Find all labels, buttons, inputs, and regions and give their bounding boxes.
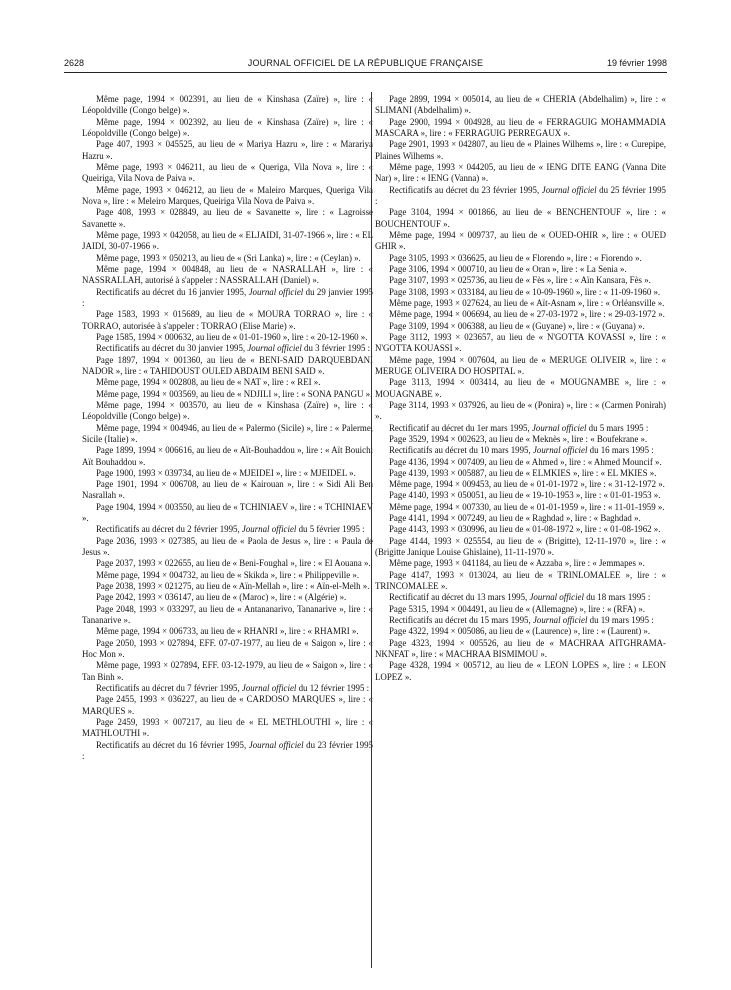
correction-entry: Page 3108, 1993 × 033184, au lieu de « 10-09-1960 », lire : « 11-09-1960 ». [389,286,661,297]
correction-entry: Même page, 1993 × 046211, au lieu de « Queriga, Vila Nova », lire : « Queiriga, Vila Nova de Paiva ». [82,161,373,184]
correction-entry: Page 4139, 1993 × 005887, au lieu de « ELMKIES », lire : « EL MKIES ». [389,467,657,478]
correction-entry: Même page, 1994 × 007604, au lieu de « MERUGE OLIVEIR », lire : « MERUGE OLIVEIRA DO HOSPITAL ». [375,354,666,376]
correction-entry: Page 3105, 1993 × 036625, au lieu de « Florendo », lire : « Fiorendo ». [389,252,642,263]
correction-entry: Page 5315, 1994 × 004491, au lieu de « (Allemagne) », lire : « (RFA) ». [389,603,646,614]
correction-entry: Même page, 1993 × 027894, EFF. 03-12-1979, au lieu de « Saigon », lire : « Tan Binh ». [82,660,373,682]
section-heading: Rectificatif au décret du 13 mars 1995, Journal officiel du 18 mars 1995 : [389,592,651,603]
correction-entry: Même page, 1994 × 004848, au lieu de « NASRALLAH », lire : « NASSRALLAH, autorisé à s'appeler : NASSRALLAH (Daniel) ». [82,263,373,286]
header-rule [64,72,667,73]
correction-entry: Page 2900, 1994 × 004928, au lieu de « FERRAGUIG MOHAMMADIA MASCARA », lire : « FERRAGUIG PERREGAUX ». [375,116,666,138]
correction-entry: Même page, 1994 × 004732, au lieu de « Skikda », lire : « Philippeville ». [96,569,360,580]
correction-entry: Page 408, 1993 × 028849, au lieu de « Savanette », lire : « Lagroisse Savanette ». [82,207,373,229]
correction-entry: Page 2037, 1993 × 022655, au lieu de « Beni-Foughal », lire : « El Aouana ». [96,558,371,569]
correction-entry: Page 3114, 1993 × 037926, au lieu de « (Ponira) », lire : « (Carmen Ponirah) ». [375,399,666,422]
correction-entry: Même page, 1993 × 041184, au lieu de « Azzaba », lire : « Jemmapes ». [389,558,645,569]
section-heading: Rectificatifs au décret du 16 janvier 1995, Journal officiel du 29 janvier 1995 : [82,286,373,308]
section-heading: Rectificatif au décret du 1er mars 1995, Journal officiel du 5 mars 1995 : [389,422,649,433]
correction-entry: Page 1904, 1994 × 003550, au lieu de « TCHINIAEV », lire : « TCHINIAEV ». [82,501,373,524]
correction-entry: Page 3104, 1994 × 001866, au lieu de « BENCHENTOUF », lire : « BOUCHENTOUF ». [375,207,666,229]
correction-entry: Page 4143, 1993 × 030996, au lieu de « 01-08-1972 », lire : « 01-08-1962 ». [389,524,661,535]
correction-entry: Page 407, 1993 × 045525, au lieu de « Mariya Hazru », lire : « Marariya Hazru ». [82,139,373,161]
column-divider [371,92,372,968]
correction-entry: Page 2459, 1993 × 007217, au lieu de « EL METHLOUTHI », lire : « MATHLOUTHI ». [82,717,373,739]
correction-entry: Page 1583, 1993 × 015689, au lieu de « MOURA TORRAO », lire : « TORRAO, autorisée à s'appeler : TORRAO (Elise Marie) ». [82,309,373,331]
correction-entry: Page 2050, 1993 × 027894, EFF. 07-07-1977, au lieu de « Saigon », lire : « Hoc Mon ». [82,637,373,660]
correction-entry: Même page, 1994 × 009737, au lieu de « OUED-OHIR », lire : « OUED GHIR ». [375,229,666,252]
left-column [82,94,373,762]
correction-entry: Même page, 1994 × 007330, au lieu de « 01-01-1959 », lire : « 11-01-1959 ». [389,501,665,512]
correction-entry: Même page, 1994 × 004946, au lieu de « Palermo (Sicile) », lire : « Palerme, Sicile (Italie) ». [82,422,373,444]
correction-entry: Page 1585, 1994 × 000632, au lieu de « 01-01-1960 », lire : « 20-12-1960 ». [96,331,368,342]
correction-entry: Page 2048, 1993 × 033297, au lieu de « Antananarivo, Tananarive », lire : « Tananarive ». [82,603,373,626]
page-header [64,56,667,70]
section-heading: Rectificatifs au décret du 10 mars 1995, Journal officiel du 16 mars 1995 : [389,445,654,456]
section-heading: Rectificatifs au décret du 7 février 1995, Journal officiel du 12 février 1995 : [96,683,370,694]
correction-entry: Même page, 1993 × 046212, au lieu de « Maleiro Marques, Queriga Vila Nova », lire : « Meleiro Marques, Queiriga Vila Nova de Paiva ». [82,184,373,206]
correction-entry: Page 4140, 1993 × 050051, au lieu de « 19-10-1953 », lire : « 01-01-1953 ». [389,490,661,501]
correction-entry: Même page, 1993 × 042058, au lieu de « ELJAIDI, 31-07-1966 », lire : « EL JAIDI, 30-07-1966 ». [82,229,373,252]
correction-entry: Même page, 1994 × 006694, au lieu de « 27-03-1972 », lire : « 29-03-1972 ». [389,309,665,320]
correction-entry: Page 1897, 1994 × 001360, au lieu de « BENI-SAID DARQUEBDANI NADOR », lire : « TAHIDOUST OULED ABDAIM BENI SAID ». [82,354,373,376]
correction-entry: Page 3109, 1994 × 006388, au lieu de « (Guyane) », lire : « (Guyana) ». [389,320,645,331]
section-heading: Rectificatifs au décret du 15 mars 1995, Journal officiel du 19 mars 1995 : [389,615,654,626]
correction-entry: Page 2901, 1993 × 042807, au lieu de « Plaines Wilhems », lire : « Curepipe, Plaines Wilhems ». [375,139,666,161]
correction-entry: Page 3529, 1994 × 002623, au lieu de « Meknès », lire : « Boufekrane ». [389,433,648,444]
correction-entry: Page 3112, 1993 × 023657, au lieu de « N'GOTTA KOVASSI », lire : « N'GOTTA KOUASSI ». [375,331,666,354]
correction-entry: Même page, 1993 × 027624, au lieu de « Aït-Asnam », lire : « Orléansville ». [389,297,665,308]
section-heading: Rectificatifs au décret du 30 janvier 1995, Journal officiel du 3 février 1995 : [96,343,371,354]
correction-entry: Page 2455, 1993 × 036227, au lieu de « CARDOSO MARQUES », lire : « MARQUES ». [82,694,373,716]
correction-entry: Page 4144, 1993 × 025554, au lieu de « (Brigitte), 12-11-1970 », lire : « (Brigitte Janique Louise Ghislaine), 11-11-1970 ». [375,535,666,558]
correction-entry: Même page, 1994 × 002391, au lieu de « Kinshasa (Zaïre) », lire : « Léopoldville (Congo belge) ». [82,94,373,116]
right-column [375,94,666,683]
correction-entry: Page 1899, 1994 × 006616, au lieu de « Aït-Bouhaddou », lire : « Aït Bouichi Aït Bouhaddou ». [82,445,373,467]
correction-entry: Même page, 1994 × 002392, au lieu de « Kinshasa (Zaïre) », lire : « Léopoldville (Congo belge) ». [82,116,373,138]
correction-entry: Page 2899, 1994 × 005014, au lieu de « CHERIA (Abdelhalim) », lire : « SLIMANI (Abdelhalim) ». [375,94,666,116]
journal-title: JOURNAL OFFICIEL DE LA RÉPUBLIQUE FRANÇAISE [247,58,484,68]
section-heading: Rectificatifs au décret du 2 février 1995, Journal officiel du 5 février 1995 : [96,524,365,535]
correction-entry: Page 4322, 1994 × 005086, au lieu de « (Laurence) », lire : « (Laurent) ». [389,626,651,637]
correction-entry: Même page, 1993 × 050213, au lieu de « (Sri Lanka) », lire : « (Ceylan) ». [96,252,361,263]
correction-entry: Page 2038, 1993 × 021275, au lieu de « Aïn-Mellah », lire : « Aïn-el-Melh ». [96,581,370,592]
correction-entry: Même page, 1994 × 009453, au lieu de « 01-01-1972 », lire : « 31-12-1972 ». [389,479,665,490]
correction-entry: Page 4136, 1994 × 007409, au lieu de « Ahmed », lire : « Ahmed Mouncif ». [389,456,662,467]
correction-entry: Page 4323, 1994 × 005526, au lieu de « MACHRAA AITGHRAMA-NKNFAT », lire : « MACHRAA BISMIMOU ». [375,637,666,660]
correction-entry: Page 4328, 1994 × 005712, au lieu de « LEON LOPES », lire : « LEON LOPEZ ». [375,660,666,682]
correction-entry: Page 2036, 1993 × 027385, au lieu de « Paola de Jesus », lire : « Paula de Jesus ». [82,535,373,558]
correction-entry: Même page, 1994 × 006733, au lieu de « RHANRI », lire : « RHAMRI ». [96,626,359,637]
correction-entry: Page 4141, 1994 × 007249, au lieu de « Raghdad », lire : « Baghdad ». [389,513,641,524]
correction-entry: Même page, 1993 × 044205, au lieu de « IENG DITE EANG (Vanna Dite Nar) », lire : « IENG (Vanna) ». [375,161,666,184]
correction-entry: Page 1900, 1993 × 039734, au lieu de « MJEIDEI », lire : « MJEIDEL ». [96,467,356,478]
correction-entry: Page 3113, 1994 × 003414, au lieu de « MOUGNAMBE », lire : « MOUAGNABE ». [375,377,666,399]
correction-entry: Page 3106, 1994 × 000710, au lieu de « Oran », lire : « La Senia ». [389,263,627,274]
correction-entry: Page 2042, 1993 × 036147, au lieu de « (Maroc) », lire : « (Algérie) ». [96,592,347,603]
correction-entry: Page 1901, 1994 × 006708, au lieu de « Kairouan », lire : « Sidi Ali Ben Nasrallah ». [82,479,373,501]
page-number: 2628 [64,58,85,68]
correction-entry: Même page, 1994 × 003570, au lieu de « Kinshasa (Zaïre) », lire : « Léopoldville (Congo belge) ». [82,399,373,422]
section-heading: Rectificatifs au décret du 16 février 1995, Journal officiel du 23 février 1995 : [82,739,373,762]
correction-entry: Même page, 1994 × 003569, au lieu de « NDJILI », lire : « SONA PANGU ». [96,388,373,399]
section-heading: Rectificatifs au décret du 23 février 1995, Journal officiel du 25 février 1995 : [375,184,666,206]
correction-entry: Même page, 1994 × 002808, au lieu de « NAT », lire : « REI ». [96,377,321,388]
correction-entry: Page 3107, 1993 × 025736, au lieu de « Fès », lire : « Aïn Kansara, Fès ». [389,275,651,286]
correction-entry: Page 4147, 1993 × 013024, au lieu de « TRINLOMALEE », lire : « TRINCOMALEE ». [375,569,666,592]
issue-date: 19 février 1998 [606,58,667,68]
